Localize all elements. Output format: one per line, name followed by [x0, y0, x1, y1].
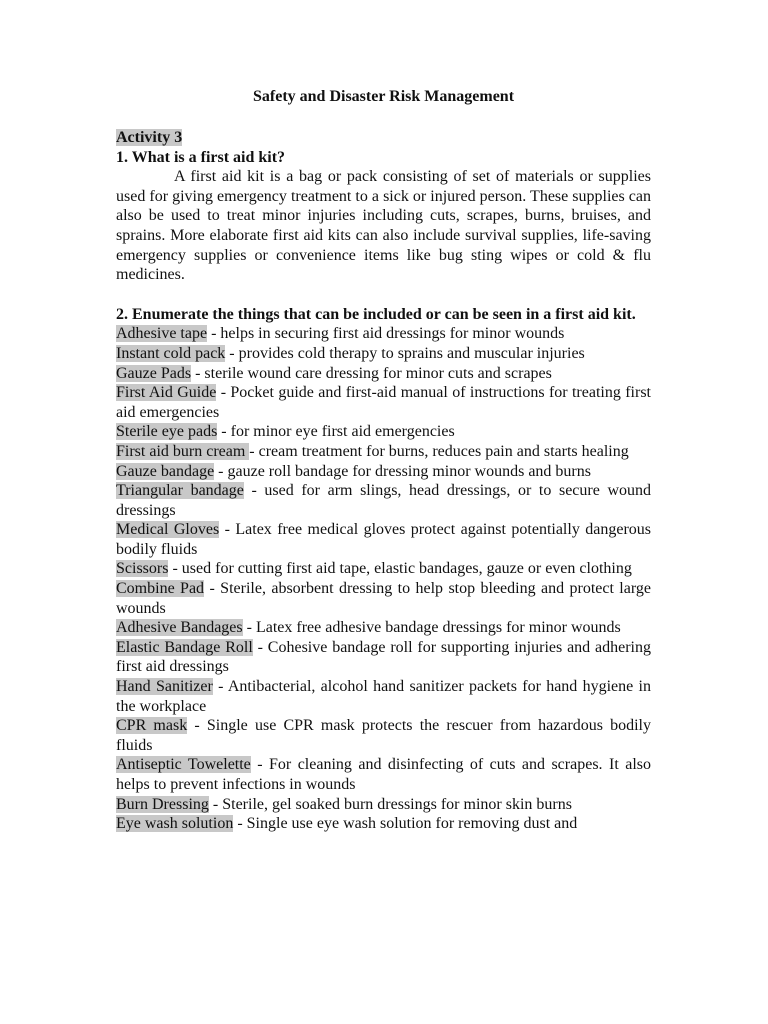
item-description: - gauze roll bandage for dressing minor wounds and burns — [214, 462, 591, 480]
item-term: Sterile eye pads — [116, 423, 218, 441]
question-2: 2. Enumerate the things that can be included or can be seen in a first aid kit. — [116, 305, 636, 323]
item-description: - used for cutting first aid tape, elastic bandages, gauze or even clothing — [168, 560, 632, 578]
item-term: Antiseptic Towelette — [116, 756, 251, 774]
answer-1: A first aid kit is a bag or pack consisting of set of materials or supplies used for giving emergency treatment to a sick or injured person. These supplies can also be used to treat minor injuries including cuts, scrapes, burns, bruises, and sprains. More elaborate first aid kits can also include survival supplies, life-saving emergency supplies or convenience items like bug sting wipes or cold & flu medicines. — [116, 168, 651, 284]
item-description: - Latex free medical gloves protect against potentially dangerous bodily fluids — [116, 521, 652, 558]
item-description: - Latex free adhesive bandage dressings for minor wounds — [242, 619, 621, 637]
list-item — [116, 559, 651, 579]
item-term: Burn Dressing — [116, 795, 209, 813]
item-description: - Single use eye wash solution for removing dust and — [233, 815, 578, 833]
list-item — [116, 638, 651, 677]
item-term: Medical Gloves — [116, 521, 220, 539]
list-item — [116, 383, 651, 422]
list-item — [116, 462, 651, 482]
list-item — [116, 520, 651, 559]
list-item — [116, 618, 651, 638]
item-description: - provides cold therapy to sprains and muscular injuries — [225, 344, 585, 362]
item-term: Scissors — [116, 560, 169, 578]
item-description: - For cleaning and disinfecting of cuts and scrapes. It also helps to prevent infections in wounds — [116, 756, 651, 793]
item-term: Adhesive tape — [116, 325, 208, 343]
item-description: - Pocket guide and first-aid manual of instructions for treating first aid emergencies — [116, 384, 651, 421]
item-term: Adhesive Bandages — [116, 619, 243, 637]
item-description: - Cohesive bandage roll for supporting injuries and adhering first aid dressings — [116, 638, 651, 676]
item-term: First Aid Guide — [116, 384, 217, 402]
item-description: - helps in securing first aid dressings for minor wounds — [207, 325, 565, 343]
item-term: CPR mask — [116, 717, 188, 735]
item-description: - used for arm slings, head dressings, or to secure wound dressings — [116, 482, 651, 519]
list-item — [116, 481, 651, 520]
list-item — [116, 344, 651, 364]
list-item — [116, 422, 651, 442]
item-term: Hand Sanitizer — [116, 678, 213, 696]
list-item — [116, 364, 651, 384]
item-term: Gauze bandage — [116, 462, 215, 480]
spacer — [116, 285, 651, 305]
document-page — [116, 86, 651, 834]
activity-label: Activity 3 — [116, 129, 183, 146]
question-1: 1. What is a first aid kit? — [116, 148, 286, 166]
item-term: Triangular bandage — [116, 482, 244, 500]
list-item — [116, 795, 651, 815]
item-description: - cream treatment for burns, reduces pain and starts healing — [249, 442, 629, 460]
list-item — [116, 814, 651, 834]
activity-heading — [116, 128, 651, 148]
list-item — [116, 677, 651, 716]
list-item — [116, 579, 651, 618]
item-term: Gauze Pads — [116, 364, 192, 382]
item-term: First aid burn cream — [116, 442, 250, 460]
item-description: - Antibacterial, alcohol hand sanitizer packets for hand hygiene in the workplace — [116, 678, 651, 715]
item-term: Instant cold pack — [116, 344, 226, 362]
item-term: Combine Pad — [116, 580, 205, 598]
list-item — [116, 755, 651, 794]
item-description: - Sterile, absorbent dressing to help stop bleeding and protect large wounds — [116, 580, 651, 617]
list-item — [116, 716, 651, 755]
item-description: - for minor eye first aid emergencies — [217, 423, 455, 441]
item-list — [116, 324, 651, 833]
list-item — [116, 324, 651, 344]
item-description: - sterile wound care dressing for minor cuts and scrapes — [191, 364, 552, 382]
list-item — [116, 442, 651, 462]
item-description: - Sterile, gel soaked burn dressings for minor skin burns — [208, 795, 572, 813]
item-description: - Single use CPR mask protects the rescuer from hazardous bodily fluids — [116, 717, 652, 754]
item-term: Eye wash solution — [116, 815, 234, 833]
document-title: Safety and Disaster Risk Management — [252, 88, 515, 105]
item-term: Elastic Bandage Roll — [116, 638, 253, 656]
